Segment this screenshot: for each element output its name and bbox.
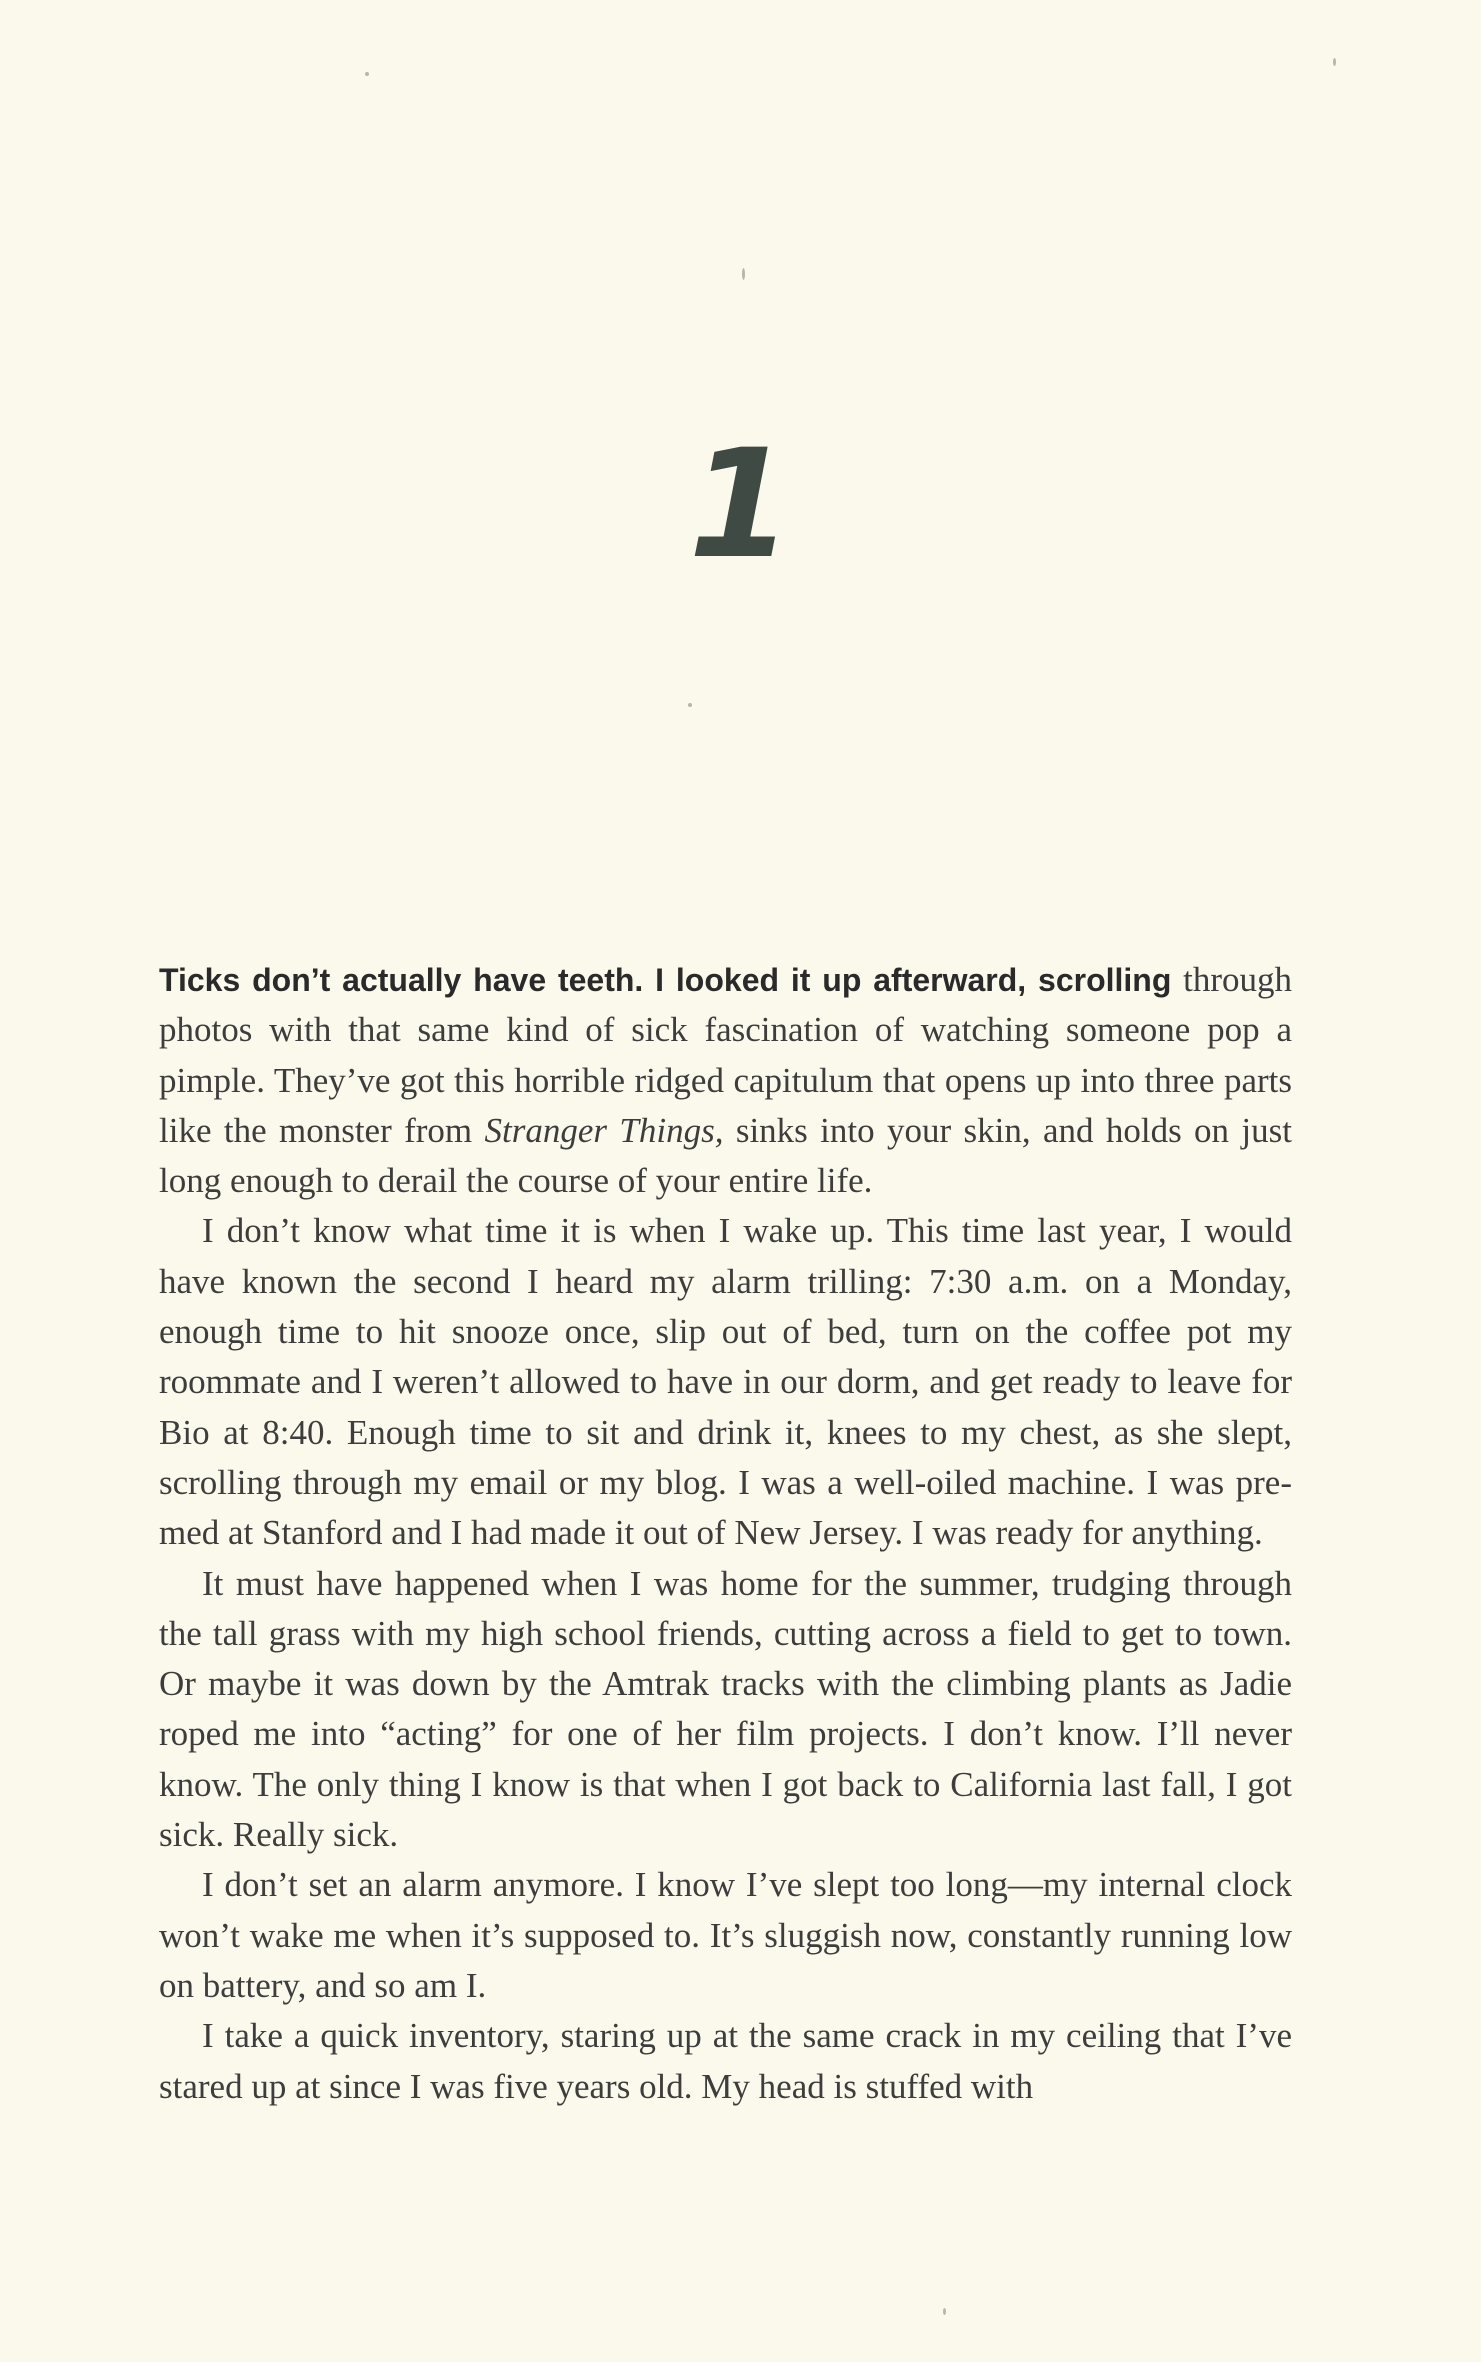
paragraph-text: through photos with that same kind of sick fascination of watching someone pop a pimple. They’ve got this horrible ridged capitulum that opens up into three parts like the monster from: [159, 960, 1293, 1150]
paragraph: It must have happened when I was home for the summer, trudging through the tall grass with my high school friends, cutting across a field to get to town. Or maybe it was down by the Amtrak tracks with the climbing plants as Jadie roped me into “acting” for one of her film projects. I don’t know. I’ll never know. The only thing I know is that when I got back to California last fall, I got sick. Really sick.: [159, 1563, 1292, 1855]
lead-in-text: Ticks don’t actually have teeth. I looked it up afterward, scrolling: [159, 962, 1172, 998]
speck-mark: [688, 703, 692, 707]
speck-mark: [742, 268, 745, 280]
speck-mark: [1333, 58, 1336, 66]
chapter-body: [159, 955, 1292, 2112]
paragraph: I don’t know what time it is when I wake up. This time last year, I would have known the second I heard my alarm trilling: 7:30 a.m. on a Monday, enough time to hit snooze once, slip out of bed, turn on the coffee pot my roommate and I weren’t allowed to have in our dorm, and get ready to leave for Bio at 8:40. Enough time to sit and drink it, knees to my chest, as she slept, scrolling through my email or my blog. I was a well-oiled machine. I was pre-med at Stanford and I had made it out of New Jersey. I was ready for anything.: [159, 1211, 1292, 1553]
paragraph-text: sinks into your skin, and holds on just long enough to derail the course of your entire life.: [159, 1110, 1292, 1201]
chapter-number: 1: [688, 418, 793, 592]
speck-mark: [943, 2308, 946, 2315]
paragraph: I don’t set an alarm anymore. I know I’ve slept too long—my internal clock won’t wake me when it’s supposed to. It’s sluggish now, constantly running low on battery, and so am I.: [159, 1865, 1292, 2005]
opening-paragraph: [159, 955, 1292, 1206]
paragraph: I take a quick inventory, staring up at the same crack in my ceiling that I’ve stared up at since I was five years old. My head is stuffed with: [159, 2016, 1292, 2106]
speck-mark: [365, 72, 369, 76]
show-title: Stranger Things,: [484, 1110, 724, 1150]
